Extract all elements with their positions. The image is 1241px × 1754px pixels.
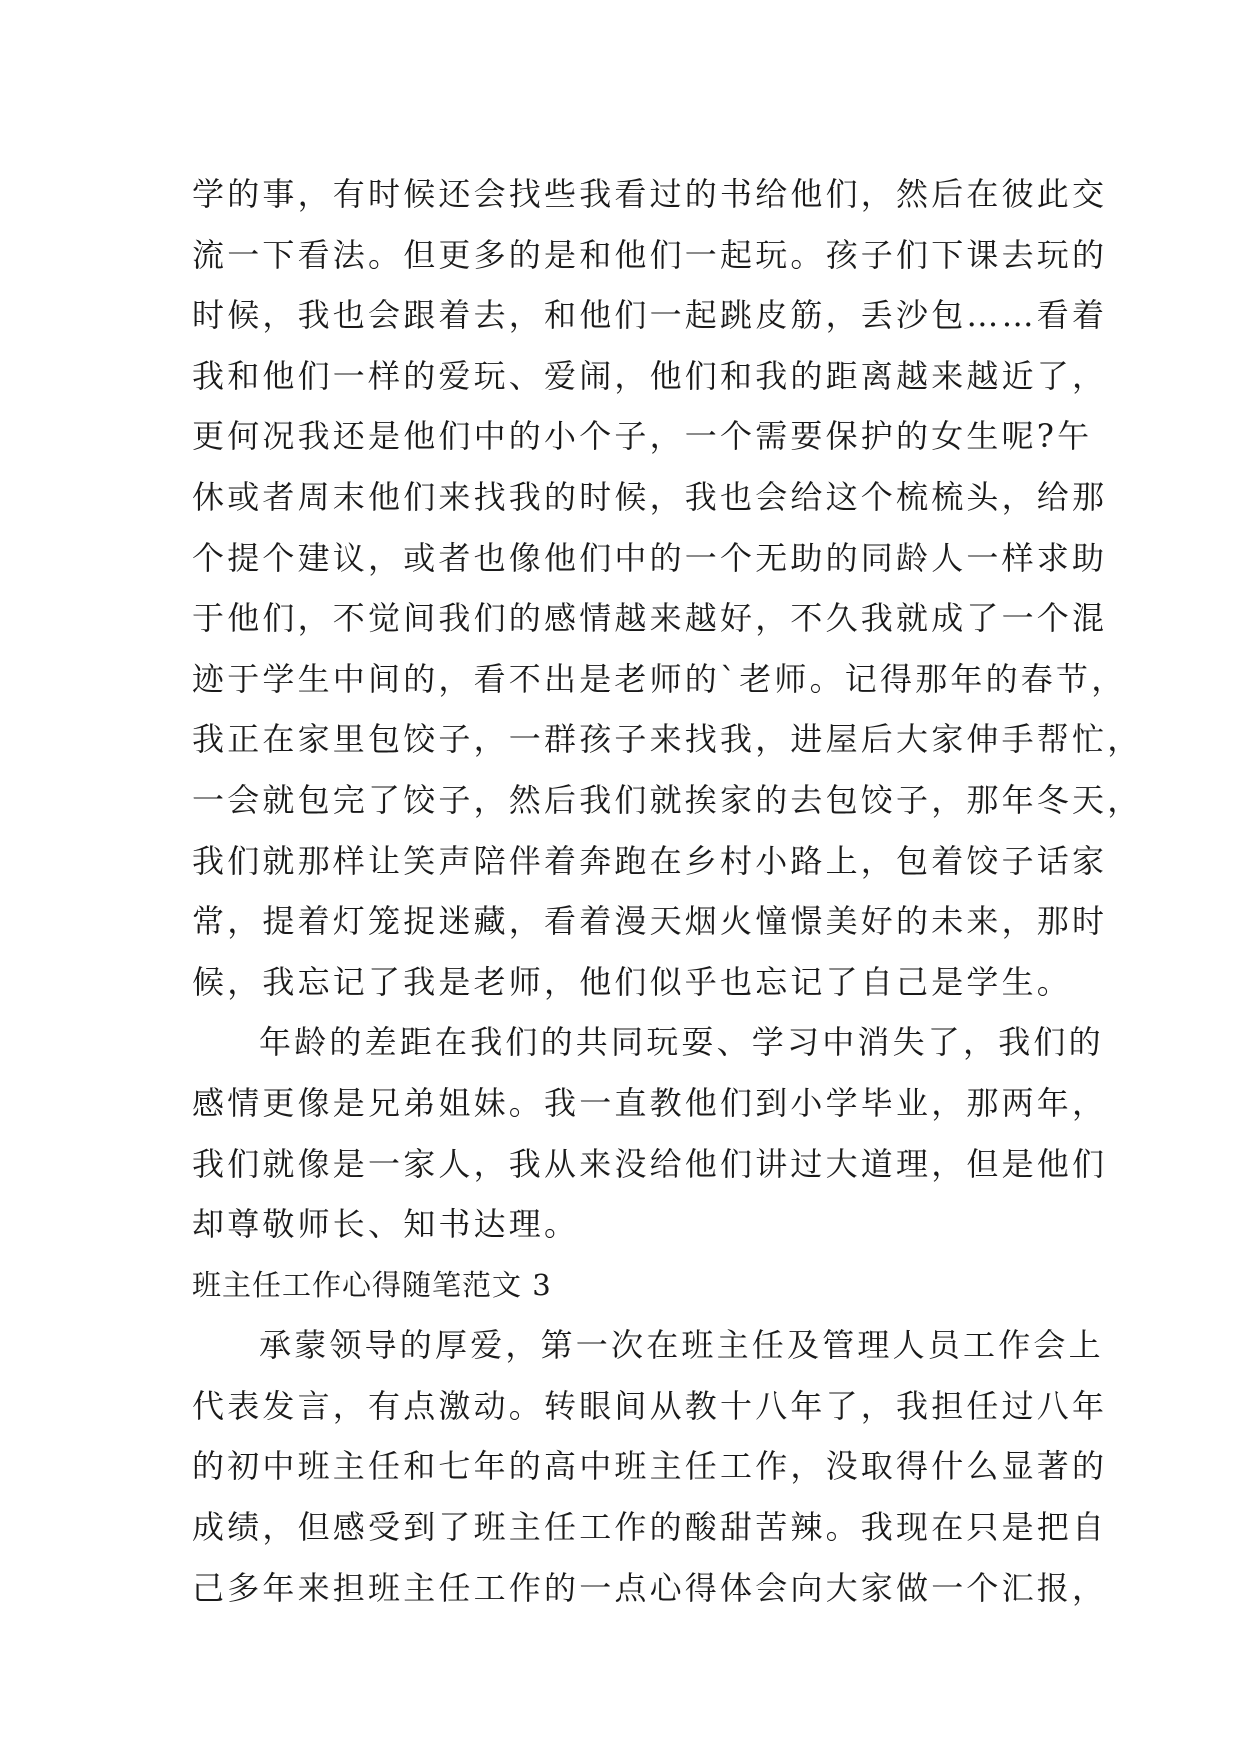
text-line: 于他们，不觉间我们的感情越来越好，不久我就成了一个混 [192,599,1108,638]
paragraph-first-line: 承蒙领导的厚爱，第一次在班主任及管理人员工作会上 [259,1326,1104,1365]
text-line: 代表发言，有点激动。转眼间从教十八年了，我担任过八年 [192,1386,1108,1425]
text-line: 个提个建议，或者也像他们中的一个无助的同龄人一样求助 [192,538,1108,577]
text-line: 候，我忘记了我是老师，他们似乎也忘记了自己是学生。 [192,962,1073,1001]
text-line: 成绩，但感受到了班主任工作的酸甜苦辣。我现在只是把自 [192,1508,1108,1547]
text-line: 迹于学生中间的，看不出是老师的`老师。记得那年的春节， [192,659,1127,698]
text-line: 常，提着灯笼捉迷藏，看着漫天烟火憧憬美好的未来，那时 [192,902,1108,941]
paragraph-first-line: 年龄的差距在我们的共同玩耍、学习中消失了，我们的 [259,1023,1104,1062]
text-line: 流一下看法。但更多的是和他们一起玩。孩子们下课去玩的 [192,235,1108,274]
text-line: 感情更像是兄弟姐妹。我一直教他们到小学毕业，那两年， [192,1083,1108,1122]
text-line: 我们就那样让笑声陪伴着奔跑在乡村小路上，包着饺子话家 [192,841,1108,880]
text-line: 却尊敬师长、知书达理。 [192,1205,580,1244]
text-line: 己多年来担班主任工作的一点心得体会向大家做一个汇报， [192,1568,1108,1607]
text-line: 一会就包完了饺子，然后我们就挨家的去包饺子，那年冬天， [192,780,1143,819]
text-line: 更何况我还是他们中的小个子，一个需要保护的女生呢?午 [192,417,1093,456]
text-line: 我和他们一样的爱玩、爱闹，他们和我的距离越来越近了， [192,356,1108,395]
text-line: 我正在家里包饺子，一群孩子来找我，进屋后大家伸手帮忙， [192,720,1143,759]
text-line: 时候，我也会跟着去，和他们一起跳皮筋，丢沙包……看着 [192,296,1108,335]
text-line: 学的事，有时候还会找些我看过的书给他们，然后在彼此交 [192,175,1108,213]
text-line: 休或者周末他们来找我的时候，我也会给这个梳梳头，给那 [192,477,1108,516]
text-line: 我们就像是一家人，我从来没给他们讲过大道理，但是他们 [192,1144,1108,1183]
section-heading: 班主任工作心得随笔范文 3 [192,1267,552,1302]
text-line: 的初中班主任和七年的高中班主任工作，没取得什么显著的 [192,1447,1108,1486]
document-body [192,164,1143,1618]
